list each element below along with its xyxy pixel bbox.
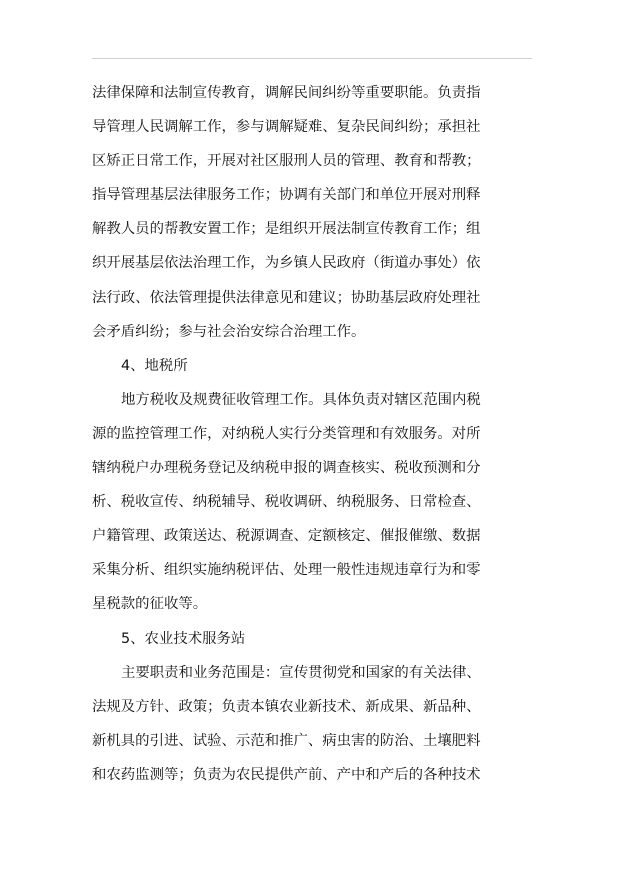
- text-line: 法规及方针、政策；负责本镇农业新技术、新成果、新品种、: [92, 698, 481, 715]
- text-line: 解教人员的帮教安置工作；是组织开展法制宣传教育工作；组: [92, 221, 481, 238]
- text-line: 会矛盾纠纷；参与社会治安综合治理工作。: [92, 323, 366, 340]
- text-line: 指导管理基层法律服务工作；协调有关部门和单位开展对刑释: [92, 187, 481, 204]
- text-line: 区矫正日常工作，开展对社区服刑人员的管理、教育和帮教；: [92, 153, 481, 170]
- header-rule: [92, 58, 532, 59]
- paragraph-start-line: 4、地税所: [121, 357, 188, 374]
- paragraph-start-line: 主要职责和业务范围是：宣传贯彻党和国家的有关法律、: [121, 664, 481, 681]
- text-line: 源的监控管理工作，对纳税人实行分类管理和有效服务。对所: [92, 425, 481, 442]
- text-line: 析、税收宣传、纳税辅导、税收调研、纳税服务、日常检查、: [92, 494, 481, 511]
- text-line: 辖纳税户办理税务登记及纳税申报的调查核实、税收预测和分: [92, 460, 481, 477]
- text-line: 和农药监测等；负责为农民提供产前、产中和产后的各种技术: [92, 766, 481, 783]
- paragraph-start-line: 地方税收及规费征收管理工作。具体负责对辖区范围内税: [121, 391, 481, 408]
- text-line: 导管理人民调解工作，参与调解疑难、复杂民间纠纷；承担社: [92, 119, 481, 136]
- text-line: 新机具的引进、试验、示范和推广、病虫害的防治、土壤肥料: [92, 732, 481, 749]
- document-body: [92, 76, 532, 792]
- text-line: 星税款的征收等。: [92, 596, 208, 613]
- text-line: 法行政、依法管理提供法律意见和建议；协助基层政府处理社: [92, 289, 481, 306]
- text-line: 采集分析、组织实施纳税评估、处理一般性违规违章行为和零: [92, 562, 481, 579]
- paragraph-start-line: 5、农业技术服务站: [121, 630, 246, 647]
- text-line: 户籍管理、政策送达、税源调查、定额核定、催报催缴、数据: [92, 528, 481, 545]
- text-line: 法律保障和法制宣传教育，调解民间纠纷等重要职能。负责指: [92, 85, 481, 101]
- text-line: 织开展基层依法治理工作，为乡镇人民政府（街道办事处）依: [92, 255, 481, 272]
